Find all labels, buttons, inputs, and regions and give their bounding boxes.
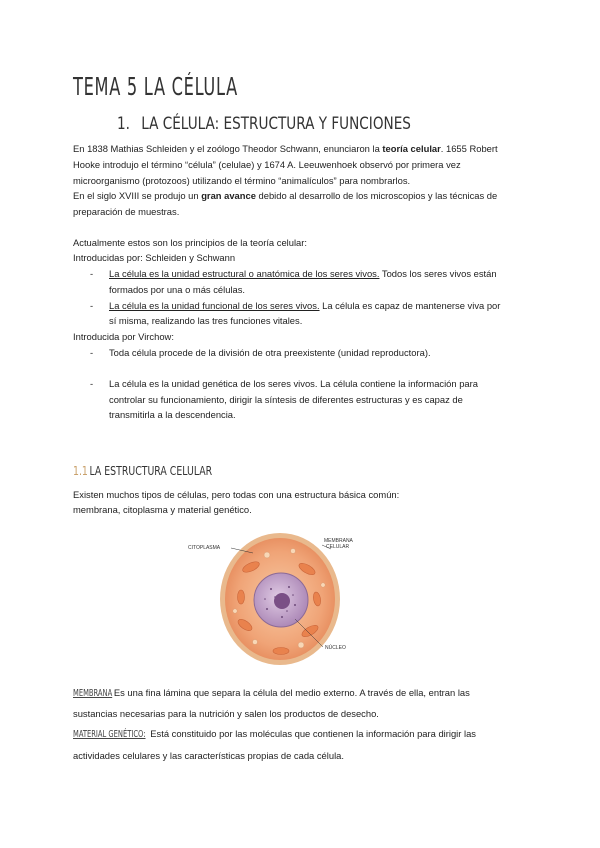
structure-line-1: Existen muchos tipos de células, pero todas con una estructura básica común:	[73, 489, 400, 500]
principles-attribution-1: Introducidas por: Schleiden y Schwann	[73, 252, 236, 263]
section-heading-1-1	[73, 464, 212, 478]
section-title: LA CÉLULA: ESTRUCTURA Y FUNCIONES	[141, 114, 411, 134]
list-item-cont: formados por una o más células.	[109, 284, 246, 295]
principles-heading: Actualmente estos son los principios de la teoría celular:	[73, 237, 307, 248]
section-heading-1	[117, 114, 411, 134]
list-bullet: -	[90, 300, 94, 311]
list-bullet: -	[90, 268, 94, 279]
definition-membrana-line-1: MEMBRANA Es una fina lámina que separa la célula del medio externo. A través de ella, entran las	[73, 685, 470, 702]
intro-line-1: En 1838 Mathias Schleiden y el zoólogo Theodor Schwann, enunciaron la teoría celular. 1655 Robert	[73, 143, 498, 154]
section-title: LA ESTRUCTURA CELULAR	[89, 464, 213, 478]
definition-membrana-line-2: sustancias necesarias para la nutrición y salen los productos de desecho.	[73, 708, 379, 719]
structure-line-2: membrana, citoplasma y material genético.	[73, 504, 252, 515]
term-material-genetico: MATERIAL GENÉTICO:	[73, 729, 146, 740]
list-item: La célula es la unidad funcional de los seres vivos. La célula es capaz de mantenerse viva por	[109, 300, 501, 311]
list-bullet: -	[90, 347, 94, 358]
list-item: La célula es la unidad genética de los seres vivos. La célula contiene la información para	[109, 378, 478, 389]
list-item-cont: transmitirla a la descendencia.	[109, 409, 236, 420]
principles-attribution-2: Introducida por Virchow:	[73, 331, 174, 342]
nucleolus	[274, 593, 290, 609]
intro-line-3: microorganismo (protozoos) utilizando el término “animalículos” para nombrarlos.	[73, 175, 411, 186]
label-celular: CELULAR	[326, 544, 350, 550]
animal-cell-diagram	[185, 527, 375, 667]
list-item: Toda célula procede de la división de otra preexistente (unidad reproductora).	[109, 347, 431, 358]
section-number: 1.1	[73, 464, 88, 478]
page-title: TEMA 5 LA CÉLULA	[73, 72, 238, 101]
bold-term: gran avance	[201, 190, 256, 201]
label-citoplasma: CITOPLASMA	[188, 545, 221, 551]
list-item-cont: sí misma, realizando las tres funciones vitales.	[109, 315, 303, 326]
definition-material-line-1: MATERIAL GENÉTICO: Está constituido por las moléculas que contienen la información para dirigir las	[73, 726, 476, 743]
intro-line-5: preparación de muestras.	[73, 206, 180, 217]
list-item: La célula es la unidad estructural o anatómica de los seres vivos. Todos los seres vivos están	[109, 268, 497, 279]
list-bullet: -	[90, 378, 94, 389]
definition-material-line-2: actividades celulares y las características propias de cada célula.	[73, 750, 344, 761]
section-number: 1.	[117, 114, 130, 134]
intro-line-2: Hooke introdujo el término “célula” (celulae) y 1674 A. Leeuwenhoek observó por primera vez	[73, 159, 461, 170]
label-membrana: MEMBRANA	[324, 538, 353, 544]
bold-term: teoría celular	[382, 143, 441, 154]
intro-line-4: En el siglo XVIII se produjo un gran avance debido al desarrollo de los microscopios y las técnicas de	[73, 190, 498, 201]
label-nucleo: NÚCLEO	[325, 645, 346, 651]
term-membrana: MEMBRANA	[73, 688, 113, 699]
list-item-cont: controlar su funcionamiento, dirigir la síntesis de diferentes estructuras y es capaz de	[109, 394, 463, 405]
